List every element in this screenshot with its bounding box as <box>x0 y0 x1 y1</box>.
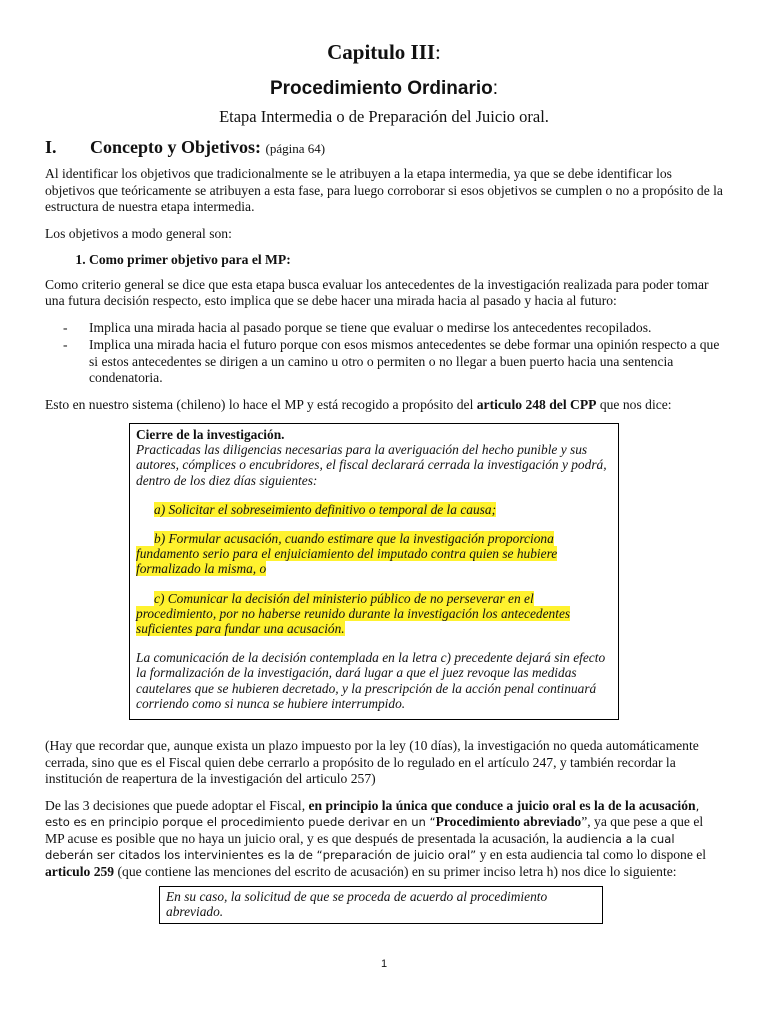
chapter-title-colon: : <box>435 40 441 64</box>
procedure-subtitle-text: Procedimiento Ordinario <box>269 78 493 99</box>
decisions-text-6: (que contiene las menciones del escrito de acusación) en su primer inciso letra h) nos dice lo siguiente: <box>114 863 677 879</box>
article-box-intro: Practicadas las diligencias necesarias para la averiguación del hecho punible y sus autores, cómplices o encubridores, el fiscal declarará cerrada la investigación y podrá, dentro de los diez días siguientes: <box>136 442 607 488</box>
article-ref-bold: articulo 248 del CPP <box>476 396 597 412</box>
procedure-subtitle <box>0 78 768 100</box>
objectives-lead: Los objetivos a modo general son: <box>45 225 232 241</box>
chapter-title-text: Capitulo III <box>327 40 436 64</box>
intro-paragraph: Al identificar los objetivos que tradicionalmente se le atribuyen a la etapa intermedia, ya que se debe identificar los objetivos que teóricamente se atribuyen a esta fase, para luego corroborar si esos objetivos se cumplen o no a propósito de la estructura de nuestra etapa intermedia. <box>45 166 723 214</box>
article-ref-text-1: Esto en nuestro sistema (chileno) lo hace el MP y está recogido a propósito del <box>45 396 477 412</box>
section-heading <box>45 137 325 158</box>
decisions-text-1: De las 3 decisiones que puede adoptar el Fiscal, <box>45 797 309 813</box>
chapter-title <box>0 40 768 65</box>
dash-list <box>45 320 724 387</box>
procedure-subtitle-colon: : <box>492 78 499 99</box>
article-248-box <box>129 423 619 720</box>
reminder-paragraph: (Hay que recordar que, aunque exista un plazo impuesto por la ley (10 días), la investigación no queda automáticamente cerrada, sino que es el Fiscal quien debe cerrarlo a propósito de lo regulado en el artículo 247, y también recordar la institución de reapertura de la investigación del articulo 257) <box>45 738 699 787</box>
decisions-bold-3: articulo 259 <box>45 863 115 879</box>
objective-item-1: 1. Como primer objetivo para el MP: <box>89 252 724 269</box>
article-option-c: c) Comunicar la decisión del ministerio público de no perseverar en el procedimiento, por no haberse reunido durante la investigación los antecedentes suficientes para fundar una acusación. <box>136 590 571 637</box>
decisions-text-3: ”, ya que pese a que el MP acuse es posible que no haya un juicio oral, y es que después de presentada la acusación, la <box>45 814 704 846</box>
decisions-text-5: y en esta audiencia tal como lo dispone el <box>476 847 707 863</box>
stage-heading: Etapa Intermedia o de Preparación del Juicio oral. <box>219 107 549 126</box>
page-number: 1 <box>380 958 388 970</box>
article-box-title: Cierre de la investigación. <box>136 427 285 442</box>
article-option-a: a) Solicitar el sobreseimiento definitivo o temporal de la causa; <box>154 501 497 517</box>
decisions-text-2: , esto es en principio porque el procedimiento puede derivar en un “ <box>45 798 700 830</box>
article-reference-paragraph <box>45 397 724 414</box>
section-number: I. <box>45 137 57 157</box>
decisions-paragraph <box>45 798 724 881</box>
objectives-list <box>45 252 724 269</box>
document-body <box>45 166 724 924</box>
section-page-ref: (página 64) <box>265 141 326 156</box>
decisions-bold-2: Procedimiento abreviado <box>435 814 582 830</box>
section-title: Concepto y Objetivos: <box>90 137 261 157</box>
article-259-quote-box: En su caso, la solicitud de que se proceda de acuerdo al procedimiento abreviado. <box>159 886 603 924</box>
decisions-text-4: audiencia a la cual deberán ser citados los intervinientes es la de “preparación de juicio oral” <box>45 831 675 863</box>
dash-item-past: - Implica una mirada hacia al pasado porque se tiene que evaluar o medirse los antecedentes recopilados. <box>45 320 724 337</box>
dash-item-future: - Implica una mirada hacia el futuro porque con esos mismos antecedentes se debe formar una opinión respecto a que si estos antecedentes se dirigen a un camino u otro o permiten o no llegar a buen puerto hacia una sentencia condenatoria. <box>45 337 724 387</box>
article-ref-text-2: que nos dice: <box>596 396 672 412</box>
article-option-b: b) Formular acusación, cuando estimare que la investigación proporciona fundamento serio para el enjuiciamiento del imputado contra quien se hubiere formalizado la misma, o <box>136 531 558 577</box>
decisions-bold-1: en principio la única que conduce a juicio oral es la de la acusación <box>308 797 696 813</box>
article-box-closing: La comunicación de la decisión contemplada en la letra c) precedente dejará sin efecto la formalización de la investigación, dará lugar a que el juez revoque las medidas cautelares que se hubieren decretado, y la prescripción de la acción penal continuará corriendo como si nunca se hubiere interrumpido. <box>136 650 606 711</box>
criteria-paragraph: Como criterio general se dice que esta etapa busca evaluar los antecedentes de la investigación realizada para poder tomar una futura decisión respecto, esto implica que se debe hacer una mirada hacia al pasado y hacia al futuro: <box>45 276 709 308</box>
